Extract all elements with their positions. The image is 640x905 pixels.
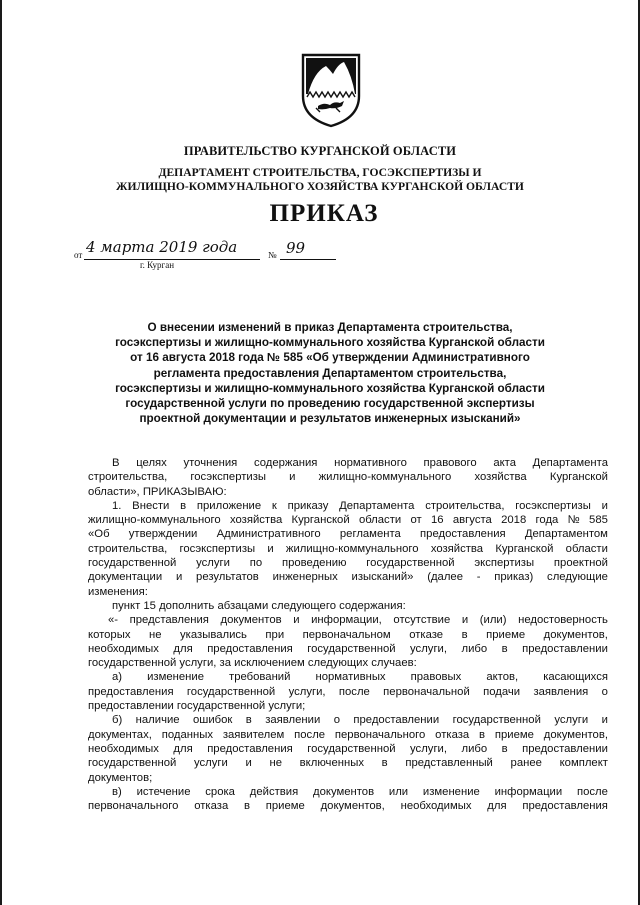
body-line — [88, 713, 608, 727]
body-word: результатов — [196, 571, 259, 584]
body-word: документов, — [543, 628, 608, 641]
scan-edge-left — [0, 0, 2, 905]
subject-line: О внесении изменений в приказ Департамента строительства, — [147, 321, 513, 334]
body-word: после — [338, 685, 370, 698]
body-line — [88, 513, 608, 527]
body-word: в — [180, 499, 187, 512]
body-word: отказе — [409, 628, 444, 641]
body-line: области», ПРИКАЗЫВАЮ: — [88, 485, 227, 498]
body-word: госэкспертизы — [515, 499, 591, 512]
document-type-title: ПРИКАЗ — [269, 200, 379, 227]
body-word: жилищно-коммунального — [318, 471, 452, 484]
body-word: изысканий» — [351, 571, 414, 584]
body-line — [88, 799, 608, 813]
body-word: не — [269, 757, 282, 770]
body-word: ошибок — [192, 714, 233, 727]
body-word: (или) — [479, 614, 507, 627]
number-label: № — [268, 250, 277, 260]
body-word: или — [388, 785, 409, 798]
body-word: строительства, — [88, 542, 168, 555]
body-word: отказа — [194, 800, 229, 813]
body-line — [88, 613, 608, 627]
body-word: Департамента — [339, 499, 415, 512]
body-word: наличие — [135, 714, 180, 727]
body-word: следующие — [547, 571, 608, 584]
body-word: приеме — [486, 628, 526, 641]
body-line: государственной услуги, за исключением следующих случаев: — [88, 657, 417, 670]
body-line — [88, 527, 608, 541]
body-word: в — [501, 742, 508, 755]
body-word: услуги, — [410, 642, 448, 655]
body-word: и — [601, 714, 608, 727]
body-word: информации — [494, 785, 563, 798]
body-word: отсутствие — [393, 614, 451, 627]
body-word: акта — [493, 457, 517, 469]
number-underline — [280, 259, 336, 260]
body-word: предоставления — [522, 800, 608, 813]
body-word: о — [601, 685, 608, 698]
body-line — [88, 499, 608, 513]
body-word: документов, — [543, 728, 608, 741]
body-word: целях — [136, 457, 167, 469]
body-word: поданных — [161, 728, 213, 741]
body-word: заявлении — [265, 714, 321, 727]
body-word: государственной — [88, 557, 177, 570]
body-word: в — [381, 757, 388, 770]
body-line — [88, 685, 608, 699]
body-word: документации — [88, 571, 163, 584]
body-word: 1. — [112, 499, 122, 512]
body-word: Курганской — [291, 514, 350, 527]
body-word: услуги — [554, 714, 589, 727]
body-word: представленный — [405, 757, 493, 770]
body-word: срока — [205, 785, 235, 798]
body-word: Курганской — [495, 542, 554, 555]
body-word: не — [149, 628, 162, 641]
body-word: приеме — [265, 800, 305, 813]
body-word: государственной — [366, 557, 455, 570]
body-word: для — [173, 642, 193, 655]
body-word: экспертизы — [474, 557, 535, 570]
department-title-line-2: ЖИЛИЩНО-КОММУНАЛЬНОГО ХОЗЯЙСТВА КУРГАНСКОЙ ОБЛАСТИ — [116, 180, 524, 193]
body-word: в — [245, 714, 252, 727]
body-word: жилищно-коммунального — [285, 542, 419, 555]
body-word: заявления — [533, 685, 589, 698]
body-word: заявителем — [222, 728, 285, 741]
body-word: приказ) — [494, 571, 534, 584]
body-word: и — [175, 571, 183, 584]
body-word: отказа — [435, 728, 470, 741]
body-word: 585 — [589, 514, 608, 527]
body-word: хозяйства — [430, 542, 484, 555]
body-word: услуги — [193, 757, 228, 770]
body-word: предоставления — [207, 642, 293, 655]
body-word: предоставления — [207, 742, 293, 755]
body-word: Курганской — [549, 471, 608, 484]
body-word: (далее — [427, 571, 463, 584]
body-word: после — [294, 728, 326, 741]
body-word: № — [567, 514, 580, 527]
body-line — [88, 728, 608, 742]
body-word: и — [289, 471, 296, 484]
body-word: проведению — [281, 557, 347, 570]
body-word: либо — [461, 742, 488, 755]
body-word: необходимых — [88, 742, 159, 755]
body-word: предоставления — [88, 685, 174, 698]
body-word: Административного — [216, 528, 321, 541]
body-word: августа — [452, 514, 492, 527]
body-word: строительства, — [88, 471, 168, 484]
subject-line: проектной документации и результатов инженерных изысканий» — [139, 412, 521, 426]
body-word: требований — [229, 671, 291, 684]
body-word: жилищно-коммунального — [88, 514, 221, 527]
body-word: включенных — [299, 757, 364, 770]
body-word: года — [535, 514, 559, 527]
body-word: по — [249, 557, 263, 570]
body-word: от — [410, 514, 422, 527]
handwritten-number: 99 — [286, 239, 306, 257]
body-line — [88, 670, 608, 684]
body-line — [88, 570, 608, 584]
body-word: в — [479, 728, 486, 741]
body-word: правовых — [410, 671, 462, 684]
body-word: первоначального — [334, 728, 426, 741]
subject-line: госэкспертизы и жилищно-коммунального хозяйства Курганской области — [115, 381, 545, 395]
body-word: комплект — [559, 757, 608, 770]
city-label: г. Курган — [140, 260, 175, 270]
body-word: содержания — [253, 457, 318, 469]
handwritten-date: 4 марта 2019 года — [86, 238, 238, 256]
subject-line: государственной услуги по проведению государственной экспертизы — [125, 397, 535, 411]
body-word: недостоверность — [518, 614, 608, 627]
body-word: уточнения — [183, 457, 238, 469]
body-word: документов — [220, 614, 282, 627]
body-word: предоставлении — [522, 642, 608, 655]
body-word: строительства, — [425, 499, 505, 512]
body-word: либо — [461, 642, 488, 655]
body-word: утверждении — [128, 528, 198, 541]
body-word: хозяйства — [474, 471, 527, 484]
body-word: в — [244, 800, 251, 813]
body-word: документах, — [88, 728, 152, 741]
body-word: изменение — [422, 785, 480, 798]
body-word: в — [461, 628, 468, 641]
body-word: госэкспертизы — [190, 471, 267, 484]
body-line: изменения: — [88, 585, 148, 598]
body-word: государственной — [307, 742, 396, 755]
body-word: услуги, — [288, 685, 326, 698]
order-subject — [90, 320, 570, 426]
body-word: «Об — [88, 528, 110, 541]
order-body — [88, 456, 608, 813]
subject-line: от 16 августа 2018 года № 585 «Об утверждении Административного — [130, 351, 530, 365]
kurgan-coat-of-arms-icon — [300, 52, 362, 128]
body-word: документов — [313, 785, 375, 798]
body-line — [88, 628, 608, 642]
body-word: актов, — [486, 671, 519, 684]
body-word: информации, — [311, 614, 382, 627]
body-word: к — [271, 499, 277, 512]
body-word: услуги — [196, 557, 230, 570]
body-word: «- — [108, 614, 119, 627]
body-word: касающихся — [543, 671, 608, 684]
body-word: Департамента — [532, 457, 608, 469]
body-word: для — [487, 800, 507, 813]
body-word: услуги, — [410, 742, 448, 755]
body-line — [88, 542, 608, 556]
body-word: в) — [112, 785, 122, 798]
body-word: государственной — [452, 714, 541, 727]
body-word: действия — [249, 785, 299, 798]
body-word: б) — [112, 714, 123, 727]
body-word: указывались — [180, 628, 247, 641]
body-word: хозяйства — [229, 514, 283, 527]
body-word: в — [501, 642, 508, 655]
body-line — [88, 756, 608, 770]
body-word: и — [245, 757, 252, 770]
body-line: предоставлении государственной услуги; — [88, 700, 306, 713]
body-word: документов, — [320, 800, 385, 813]
body-word: представления — [129, 614, 209, 627]
body-word: приказу — [287, 499, 329, 512]
body-word: правового — [423, 457, 477, 469]
body-word: 2018 — [501, 514, 527, 527]
body-word: необходимых — [400, 800, 472, 813]
body-word: предоставления — [420, 528, 506, 541]
body-word: государственной — [186, 685, 276, 698]
body-word: нормативного — [334, 457, 407, 469]
body-line — [88, 785, 608, 799]
body-word: и — [293, 614, 300, 627]
body-line — [88, 456, 608, 470]
body-word: государственной — [88, 757, 177, 770]
body-word: первоначального — [88, 800, 179, 813]
body-word: предоставлении — [522, 742, 608, 755]
body-word: для — [173, 742, 193, 755]
body-word: при — [265, 628, 285, 641]
body-word: и — [601, 499, 608, 512]
body-line — [88, 642, 608, 656]
body-word: первоначальном — [302, 628, 391, 641]
body-word: и — [267, 542, 274, 555]
body-word: проектной — [553, 557, 608, 570]
body-word: инженерных — [272, 571, 338, 584]
body-word: нормативных — [315, 671, 386, 684]
subject-line: регламента предоставления Департаментом строительства, — [153, 366, 507, 380]
body-word: приеме — [494, 728, 534, 741]
body-line — [88, 470, 608, 484]
body-word: необходимых — [88, 642, 159, 655]
body-word: после — [576, 785, 608, 798]
body-word: области — [358, 514, 402, 527]
body-word: В — [112, 457, 120, 469]
body-word: госэкспертизы — [179, 542, 256, 555]
body-word: Департаментом — [524, 528, 608, 541]
body-word: истечение — [136, 785, 191, 798]
body-word: а) — [112, 671, 123, 684]
body-word: первоначальной — [383, 685, 470, 698]
from-label: от — [74, 250, 83, 260]
government-title: ПРАВИТЕЛЬСТВО КУРГАНСКОЙ ОБЛАСТИ — [183, 144, 457, 158]
body-word: предоставлении — [353, 714, 440, 727]
body-word: области — [565, 542, 608, 555]
body-word: Внести — [132, 499, 170, 512]
body-line — [88, 556, 608, 570]
body-word: ранее — [510, 757, 542, 770]
body-word: которых — [88, 628, 131, 641]
body-word: и — [461, 614, 469, 627]
body-word: государственной — [307, 642, 396, 655]
body-word: - — [476, 571, 481, 584]
subject-line: госэкспертизы и жилищно-коммунального хозяйства Курганской области — [115, 336, 545, 350]
body-line — [88, 742, 608, 756]
body-line: документов; — [88, 771, 153, 784]
department-title-line-1: ДЕПАРТАМЕНТ СТРОИТЕЛЬСТВА, ГОСЭКСПЕРТИЗЫ И — [158, 166, 482, 179]
body-word: регламента — [339, 528, 401, 541]
body-word: приложение — [196, 499, 262, 512]
body-word: подачи — [483, 685, 521, 698]
body-word: 16 — [431, 514, 444, 527]
body-word: изменение — [147, 671, 204, 684]
body-line: пункт 15 дополнить абзацами следующего содержания: — [112, 599, 406, 612]
body-word: о — [333, 714, 340, 727]
